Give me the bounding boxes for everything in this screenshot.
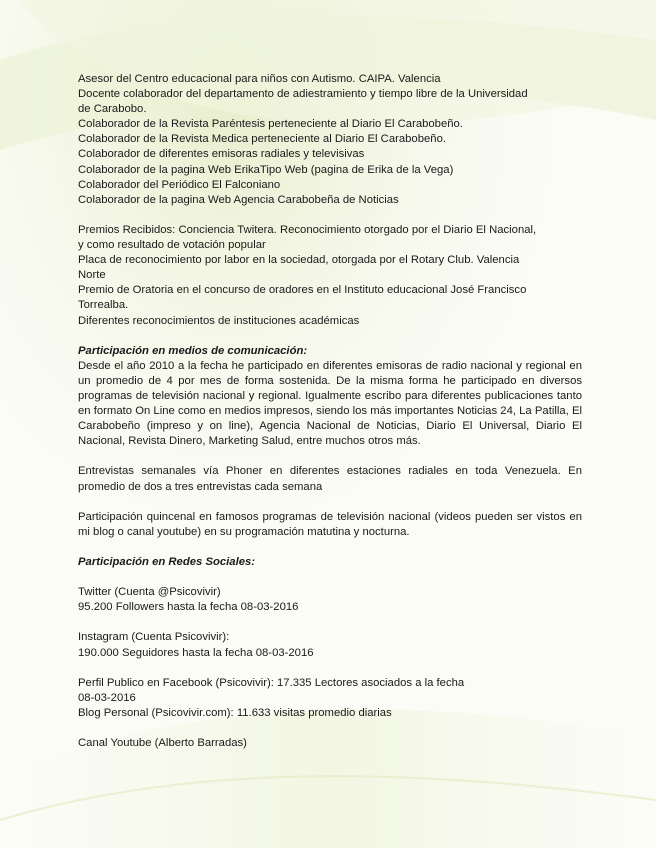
award-line: y como resultado de votación popular [78, 239, 266, 252]
instagram-account: Instagram (Cuenta Psicovivir): [78, 631, 230, 644]
blog-line: Blog Personal (Psicovivir.com): 11.633 visitas promedio diarias [78, 706, 392, 719]
cv-content [78, 72, 582, 751]
social-section [78, 555, 582, 751]
experience-line: de Carabobo. [78, 103, 147, 116]
experience-line: Colaborador de diferentes emisoras radiales y televisivas [78, 148, 365, 161]
award-line: Premio de Oratoria en el concurso de oradores en el Instituto educacional José Francisco [78, 284, 527, 297]
award-line: Placa de reconocimiento por labor en la sociedad, otorgada por el Rotary Club. Valencia [78, 254, 520, 267]
youtube-line: Canal Youtube (Alberto Barradas) [78, 737, 247, 750]
experience-line: Docente colaborador del departamento de adiestramiento y tiempo libre de la Universidad [78, 88, 528, 101]
social-heading: Participación en Redes Sociales: [78, 556, 256, 568]
media-paragraph: Participación quincenal en famosos programas de televisión nacional (videos pueden ser vistos en mi blog o canal youtube) en su programación matutina y nocturna. [78, 510, 582, 538]
twitter-account: Twitter (Cuenta @Psicovivir) [78, 586, 221, 599]
experience-line: Colaborador de la pagina Web Agencia Carabobeña de Noticias [78, 193, 399, 206]
experience-line: Colaborador del Periódico El Falconiano [78, 178, 281, 191]
experience-line: Colaborador de la Revista Paréntesis perteneciente al Diario El Carabobeño. [78, 118, 463, 131]
experience-line: Asesor del Centro educacional para niños con Autismo. CAIPA. Valencia [78, 73, 441, 85]
award-line: Torrealba. [78, 299, 129, 312]
award-line: Diferentes reconocimientos de instituciones académicas [78, 314, 360, 327]
award-line: Premios Recibidos: Conciencia Twitera. Reconocimiento otorgado por el Diario El Nacional, [78, 223, 537, 236]
twitter-stats: 95.200 Followers hasta la fecha 08-03-2016 [78, 601, 299, 614]
award-line: Norte [78, 269, 106, 282]
experience-section [78, 72, 582, 208]
media-paragraph: Desde el año 2010 a la fecha he participado en diferentes emisoras de radio nacional y regional en un promedio de 4 por mes de forma sostenida. De la misma forma he participado en diversos programas de televisión nacional y regional. Igualmente escribo para diferentes publicaciones tanto en formato On Line como en medios impresos, siendo los más importantes Noticias 24, La Patilla, El Carabobeño (impreso y on line), Agencia Nacional de Noticias, Diario El Universal, Diario El Nacional, Revista Dinero, Marketing Salud, entre muchos otros más. [78, 359, 582, 448]
media-paragraph: Entrevistas semanales vía Phoner en diferentes estaciones radiales en toda Venezuela. En promedio de dos a tres entrevistas cada semana [78, 465, 582, 493]
media-heading: Participación en medios de comunicación: [78, 344, 308, 357]
experience-line: Colaborador de la pagina Web ErikaTipo Web (pagina de Erika de la Vega) [78, 163, 454, 176]
media-section [78, 344, 582, 540]
experience-line: Colaborador de la Revista Medica perteneciente al Diario El Carabobeño. [78, 133, 446, 146]
instagram-stats: 190.000 Seguidores hasta la fecha 08-03-2016 [78, 646, 314, 659]
awards-section [78, 223, 582, 329]
facebook-line: Perfil Publico en Facebook (Psicovivir): 17.335 Lectores asociados a la fecha [78, 676, 465, 689]
facebook-date: 08-03-2016 [78, 691, 136, 704]
